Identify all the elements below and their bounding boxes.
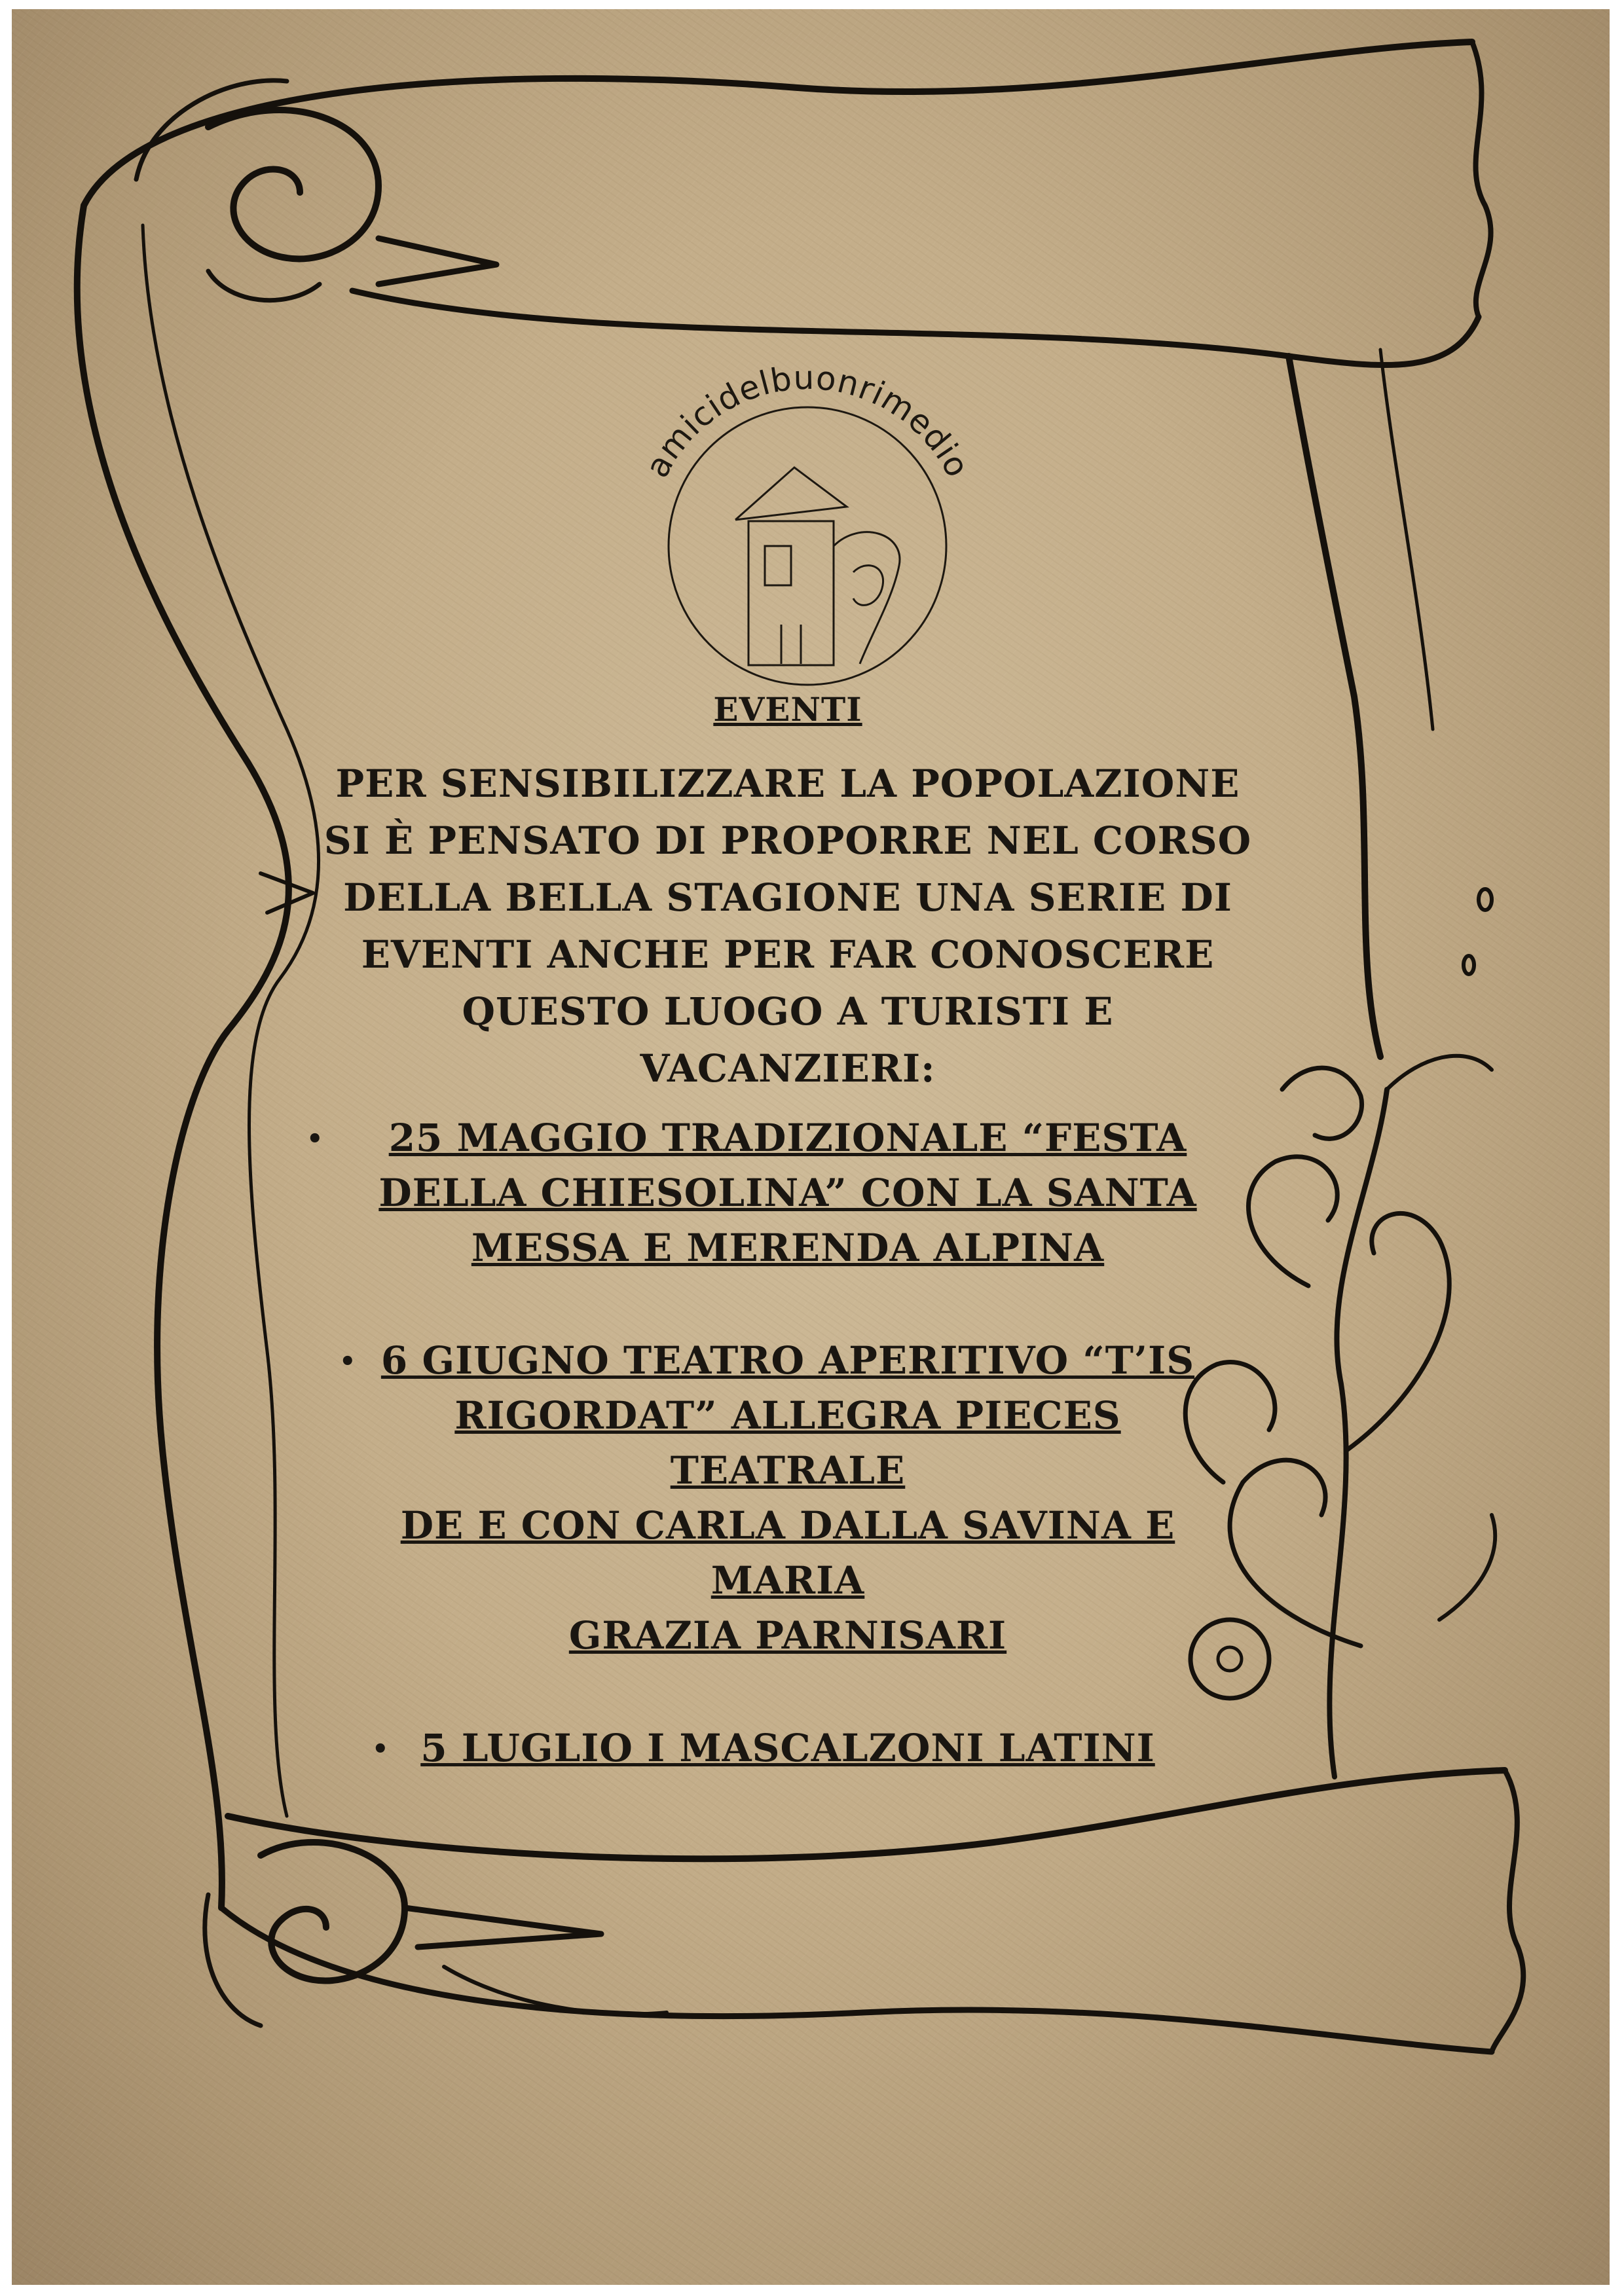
intro-line: DELLA BELLA STAGIONE UNA SERIE DI [343,875,1232,920]
chapel-and-madonna-logo-icon [624,350,991,690]
association-logo [624,350,991,690]
page-title: EVENTI [713,690,862,729]
list-item [306,1110,1263,1275]
event-line: 5 LUGLIO I MASCALZONI LATINI [420,1726,1155,1770]
intro-line: PER SENSIBILIZZARE LA POPOLAZIONE [335,761,1240,806]
event-line: GRAZIA PARNISARI [568,1613,1007,1658]
bullet-icon: • [306,1123,324,1154]
logo-arc-text: amicidelbuonrimedio [638,358,977,484]
list-item [313,1333,1263,1663]
event-line: DE E CON CARLA DALLA SAVINA E MARIA [400,1503,1175,1603]
intro-line: QUESTO LUOGO A TURISTI E VACANZIERI: [462,989,1114,1091]
event-line: RIGORDAT” ALLEGRA PIECES TEATRALE [454,1393,1121,1493]
intro-line: SI È PENSATO DI PROPORRE NEL CORSO [323,818,1252,863]
intro-text [313,756,1263,1097]
list-item [313,1721,1263,1776]
bullet-icon: • [339,1346,357,1377]
svg-text:amicidelbuonrimedio [638,359,977,484]
event-line: MESSA E MERENDA ALPINA [471,1226,1105,1270]
event-list [306,1110,1263,1776]
event-announcement [306,690,1263,1833]
event-line: 6 GIUGNO TEATRO APERITIVO “T’IS [380,1338,1195,1383]
event-line: 25 MAGGIO TRADIZIONALE “FESTA [388,1116,1187,1160]
parchment-sheet [12,9,1610,2285]
event-line: DELLA CHIESOLINA” CON LA SANTA [378,1171,1197,1215]
bullet-icon: • [372,1734,390,1764]
intro-line: EVENTI ANCHE PER FAR CONOSCERE [361,932,1215,977]
